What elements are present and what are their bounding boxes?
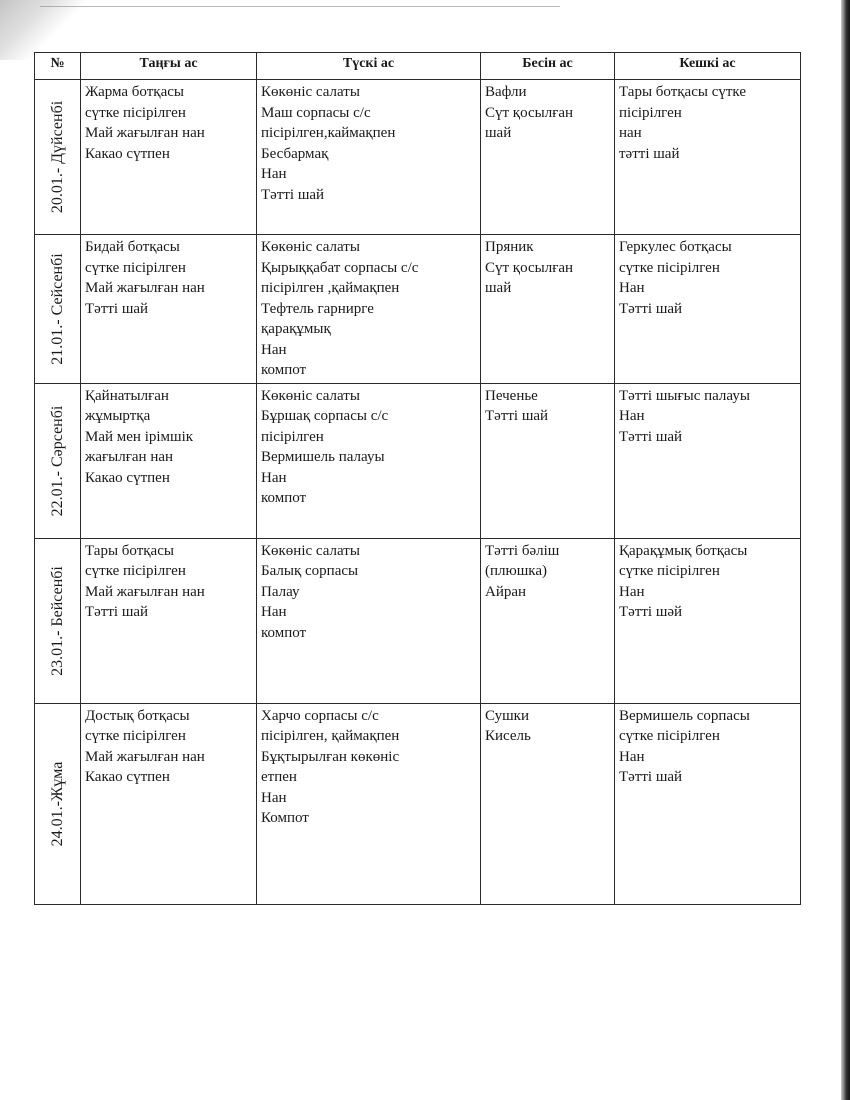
menu-item-line: Какао сүтпен (85, 769, 170, 785)
menu-item-line: Тәтті шай (485, 408, 549, 424)
menu-item-line: Харчо сорпасы с/с (261, 707, 379, 724)
breakfast-cell (81, 703, 257, 904)
menu-item-line: Қайнатылған (85, 387, 169, 404)
menu-item-line: сүтке пісірілген (619, 259, 720, 276)
menu-item-line: Бұқтырылған көкөніс (261, 748, 400, 765)
snack-cell (481, 235, 615, 384)
weekly-menu-table (34, 52, 801, 905)
menu-item-line: Тәтті шай (85, 604, 149, 620)
menu-item-line: (плюшка) (485, 563, 547, 579)
menu-item-line: Жарма ботқасы (85, 84, 184, 100)
menu-item-line: Май жағылған нан (85, 748, 205, 765)
menu-item-line: Бұршақ сорпасы с/с (261, 408, 389, 424)
menu-item-line: Вермишель палауы (261, 449, 385, 465)
menu-item-line: компот (261, 624, 307, 641)
menu-item-line: Вермишель сорпасы (619, 707, 750, 724)
menu-item-line: жағылған нан (85, 449, 174, 465)
day-label: 24.01.-Жұма (48, 761, 66, 846)
menu-item-line: сүтке пісірілген (85, 259, 186, 276)
snack-cell (481, 538, 615, 703)
dinner-cell (615, 383, 801, 538)
menu-item-line: Нан (261, 604, 287, 620)
menu-item-line: Палау (261, 583, 300, 600)
snack-cell (481, 703, 615, 904)
table-row (35, 703, 801, 904)
menu-item-line: Көкөніс салаты (261, 542, 360, 559)
scan-right-edge (841, 0, 850, 1100)
menu-item-line: Тәтті шай (619, 769, 683, 785)
menu-item-line: Көкөніс салаты (261, 387, 360, 404)
menu-item-line: Компот (261, 810, 309, 826)
dinner-cell (615, 235, 801, 384)
menu-item-line: Май жағылған нан (85, 125, 205, 141)
menu-item-line: Нан (261, 166, 287, 182)
menu-item-line: Маш сорпасы с/с (261, 104, 371, 121)
menu-item-line: сүтке пісірілген (85, 104, 186, 121)
menu-item-line: Тары ботқасы (85, 542, 174, 559)
breakfast-cell (81, 538, 257, 703)
menu-item-line: Пряник (485, 239, 534, 255)
table-row (35, 80, 801, 235)
menu-item-line: Тәтті шай (85, 300, 149, 317)
menu-item-line: Печенье (485, 387, 538, 404)
day-label: 21.01.- Сейсенбі (48, 253, 66, 365)
menu-item-line: Қарақұмық ботқасы (619, 542, 748, 559)
menu-item-line: Май жағылған нан (85, 583, 205, 600)
menu-item-line: компот (261, 362, 307, 378)
menu-item-line: Май жағылған нан (85, 280, 205, 296)
menu-item-line: Нан (261, 469, 287, 486)
day-cell (35, 383, 81, 538)
menu-item-line: Тары ботқасы сүтке (619, 84, 746, 100)
menu-item-line: Вафли (485, 84, 527, 100)
snack-cell (481, 383, 615, 538)
menu-item-line: Көкөніс салаты (261, 239, 360, 255)
menu-item-line: Балық сорпасы (261, 563, 359, 579)
breakfast-cell (81, 383, 257, 538)
day-cell (35, 538, 81, 703)
day-cell (35, 80, 81, 235)
menu-item-line: етпен (261, 769, 297, 785)
menu-item-line: Сушки (485, 707, 529, 724)
menu-item-line: компот (261, 490, 307, 506)
menu-item-line: Геркулес ботқасы (619, 239, 732, 255)
header-number: № (35, 53, 81, 80)
lunch-cell (257, 80, 481, 235)
scan-top-line (40, 6, 560, 7)
lunch-cell (257, 703, 481, 904)
lunch-cell (257, 235, 481, 384)
menu-item-line: Кисель (485, 728, 531, 744)
header-dinner: Кешкі ас (615, 53, 801, 80)
menu-item-line: шай (485, 280, 512, 296)
table-row (35, 383, 801, 538)
menu-item-line: пісірілген, қаймақпен (261, 728, 400, 744)
day-cell (35, 703, 81, 904)
menu-item-line: пісірілген (261, 428, 324, 445)
menu-item-line: Бесбармақ (261, 145, 329, 162)
day-cell (35, 235, 81, 384)
menu-item-line: сүтке пісірілген (85, 563, 186, 579)
menu-item-line: Тәтті шай (619, 300, 683, 317)
day-label: 23.01.- Бейсенбі (48, 565, 66, 676)
menu-item-line: тәтті шай (619, 145, 680, 162)
menu-item-line: Какао сүтпен (85, 145, 170, 162)
header-lunch: Түскі ас (257, 53, 481, 80)
menu-item-line: Достық ботқасы (85, 707, 190, 724)
menu-item-line: Тәтті шығыс палауы (619, 387, 750, 404)
dinner-cell (615, 703, 801, 904)
menu-item-line: Тәтті бәліш (485, 542, 560, 559)
day-label: 22.01.- Сәрсенбі (48, 405, 66, 516)
snack-cell (481, 80, 615, 235)
menu-item-line: Сүт қосылған (485, 259, 574, 276)
menu-item-line: Тәтті шәй (619, 604, 683, 620)
menu-item-line: Нан (619, 280, 645, 296)
menu-item-line: Май мен ірімшік (85, 428, 194, 445)
menu-item-line: Сүт қосылған (485, 104, 574, 121)
menu-item-line: Нан (619, 408, 645, 424)
header-row (35, 53, 801, 80)
menu-item-line: сүтке пісірілген (619, 563, 720, 579)
dinner-cell (615, 80, 801, 235)
menu-item-line: Нан (619, 583, 645, 600)
menu-item-line: Көкөніс салаты (261, 84, 360, 100)
dinner-cell (615, 538, 801, 703)
menu-item-line: жұмыртқа (85, 408, 151, 424)
menu-item-line: Нан (619, 748, 645, 765)
menu-item-line: Бидай ботқасы (85, 239, 180, 255)
menu-item-line: шай (485, 125, 512, 141)
menu-item-line: сүтке пісірілген (619, 728, 720, 744)
header-breakfast: Таңғы ас (81, 53, 257, 80)
lunch-cell (257, 538, 481, 703)
breakfast-cell (81, 235, 257, 384)
menu-item-line: Какао сүтпен (85, 469, 170, 486)
menu-item-line: Тәтті шай (619, 428, 683, 445)
menu-item-line: пісірілген ,қаймақпен (261, 280, 400, 296)
menu-item-line: Тәтті шай (261, 186, 325, 203)
header-snack: Бесін ас (481, 53, 615, 80)
menu-item-line: пісірілген (619, 104, 682, 121)
menu-item-line: Тефтель гарнирге (261, 300, 374, 317)
lunch-cell (257, 383, 481, 538)
menu-item-line: Қырыққабат сорпасы с/с (261, 259, 419, 276)
menu-item-line: Нан (261, 341, 287, 358)
scan-edge-shadow (0, 0, 90, 60)
menu-item-line: пісірілген,каймақпен (261, 125, 396, 141)
menu-item-line: Нан (261, 789, 287, 806)
menu-item-line: сүтке пісірілген (85, 728, 186, 744)
menu-item-line: нан (619, 125, 642, 141)
table-row (35, 235, 801, 384)
breakfast-cell (81, 80, 257, 235)
menu-item-line: Айран (485, 583, 527, 600)
day-label: 20.01.- Дүйсенбі (48, 100, 66, 214)
table-row (35, 538, 801, 703)
menu-item-line: қарақұмық (261, 321, 331, 337)
